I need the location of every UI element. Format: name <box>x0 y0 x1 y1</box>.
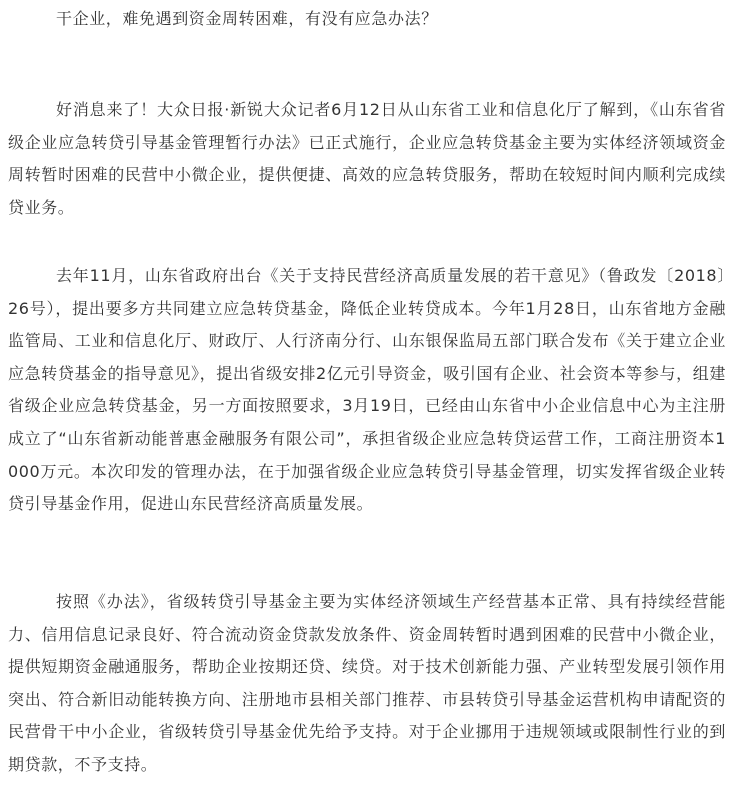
paragraph-good-news: 好消息来了！大众日报·新锐大众记者6月12日从山东省工业和信息化厅了解到，《山东省省级企业应急转贷引导基金管理暂行办法》已正式施行，企业应急转贷基金主要为实体经济领域资金周转暂时困难的民营中小微企业，提供便捷、高效的应急转贷服务，帮助在较短时间内顺利完成续贷业务。 <box>8 100 726 217</box>
paragraph-fund-scope: 按照《办法》，省级转贷引导基金主要为实体经济领域生产经营基本正常、具有持续经营能力、信用信息记录良好、符合流动资金贷款发放条件、资金周转暂时遇到困难的民营中小微企业，提供短期资金融通服务，帮助企业按期还贷、续贷。对于技术创新能力强、产业转型发展引领作用突出、符合新旧动能转换方向、注册地市县相关部门推荐、市县转贷引导基金运营机构申请配资的民营骨干中小企业，省级转贷引导基金优先给予支持。对于企业挪用于违规领域或限制性行业的到期贷款，不予支持。 <box>8 592 726 774</box>
paragraph-intro-question: 干企业，难免遇到资金周转困难，有没有应急办法？ <box>56 9 438 28</box>
paragraph-policy-background: 去年11月，山东省政府出台《关于支持民营经济高质量发展的若干意见》（鲁政发〔2018〕26号），提出要多方共同建立应急转贷基金，降低企业转贷成本。今年1月28日，山东省地方金融监管局、工业和信息化厅、财政厅、人行济南分行、山东银保监局五部门联合发布《关于建立企业应急转贷基金的指导意见》，提出省级安排2亿元引导资金，吸引国有企业、社会资本等参与，组建省级企业应急转贷基金，另一方面按照要求，3月19日，已经由山东省中小企业信息中心为主注册成立了“山东省新动能普惠金融服务有限公司”，承担省级企业应急转贷运营工作，工商注册资本1000万元。本次印发的管理办法，在于加强省级企业应急转贷引导基金管理，切实发挥省级企业转贷引导基金作用，促进山东民营经济高质量发展。 <box>8 266 726 514</box>
